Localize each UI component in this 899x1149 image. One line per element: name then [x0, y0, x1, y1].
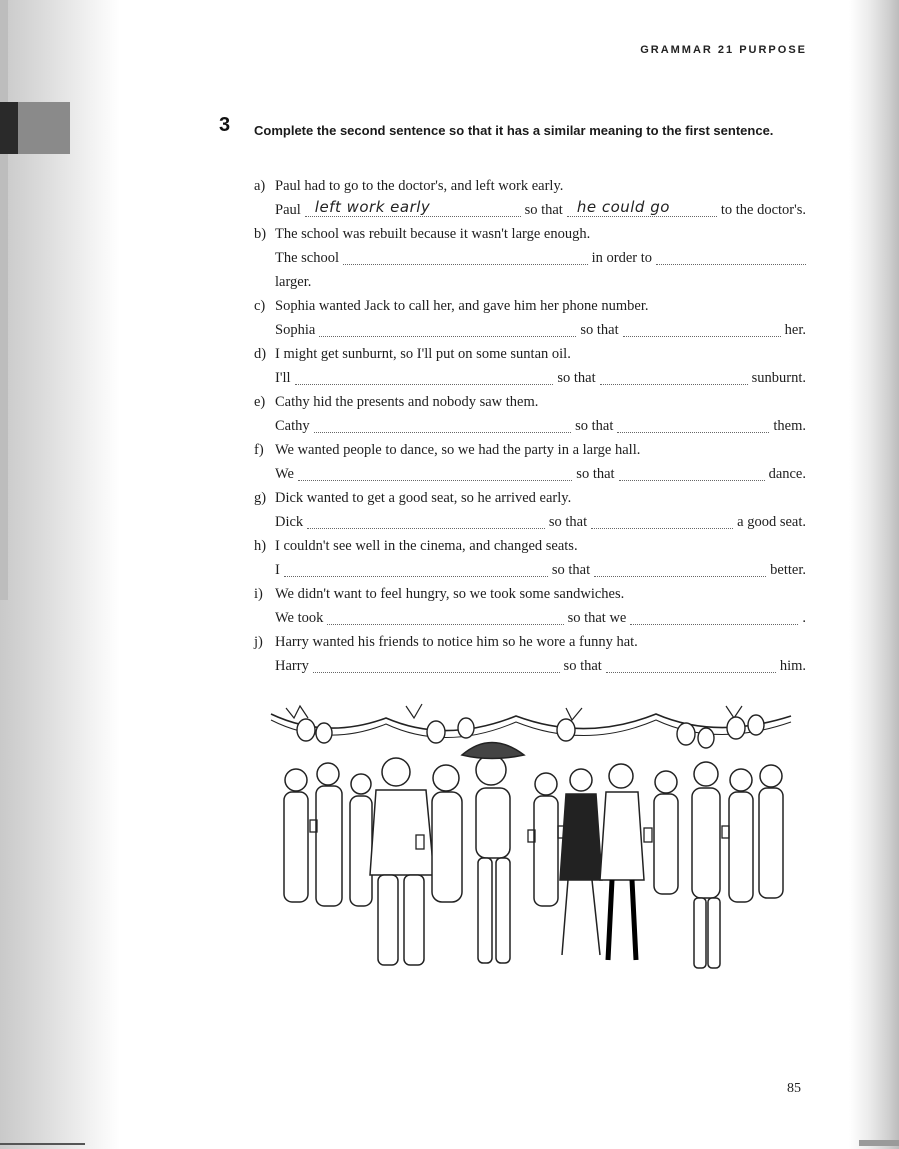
item-end: better.	[770, 562, 806, 578]
answer-blank-2[interactable]	[567, 198, 717, 217]
item-question-text: We didn't want to feel hungry, so we took some sandwiches.	[275, 586, 625, 602]
item-b-answer-line	[275, 246, 806, 270]
item-start: Dick	[275, 514, 304, 530]
item-h-answer-line	[275, 558, 806, 582]
item-question-text: The school was rebuilt because it wasn't large enough.	[275, 226, 591, 242]
answer-blank-2[interactable]	[619, 468, 765, 481]
item-question-text: Paul had to go to the doctor's, and left work early.	[275, 178, 564, 194]
item-start: Harry	[275, 658, 309, 674]
item-g-question	[254, 486, 806, 510]
page-edge-line	[0, 1143, 85, 1145]
item-h-question	[254, 534, 806, 558]
item-end: .	[802, 610, 806, 626]
item-e-answer-line	[275, 414, 806, 438]
item-middle: so that we	[567, 610, 627, 626]
page-left-strip	[0, 0, 8, 600]
item-start: Cathy	[275, 418, 310, 434]
item-f-answer-line	[275, 462, 806, 486]
item-end: them.	[773, 418, 806, 434]
item-middle: so that	[524, 202, 563, 218]
exercise-instruction: Complete the second sentence so that it has a similar meaning to the first sentence.	[254, 123, 774, 138]
page-right-shadow	[849, 0, 899, 1149]
item-b-continuation: larger.	[275, 274, 312, 290]
item-start: Sophia	[275, 322, 316, 338]
item-letter: b)	[254, 226, 267, 242]
answer-blank-2[interactable]	[617, 420, 769, 433]
page-number: 85	[787, 1081, 801, 1096]
item-letter: i)	[254, 586, 263, 602]
answer-blank-2[interactable]	[600, 372, 748, 385]
answer-blank-2[interactable]	[623, 324, 781, 337]
item-i-question	[254, 582, 806, 606]
item-middle: so that	[557, 370, 596, 386]
page-left-shadow	[0, 0, 120, 1149]
item-b-question	[254, 222, 806, 246]
page-right-mark	[859, 1140, 899, 1146]
item-end: her.	[784, 322, 806, 338]
answer-blank-2[interactable]	[591, 516, 733, 529]
exercise-number: 3	[219, 114, 231, 136]
item-end: him.	[779, 658, 806, 674]
chapter-tab-gray	[18, 102, 70, 154]
item-start: I	[275, 562, 280, 578]
answer-blank-2[interactable]	[594, 564, 766, 577]
item-start: Paul	[275, 202, 301, 218]
running-header: GRAMMAR 21 PURPOSE	[640, 44, 807, 56]
item-middle: so that	[576, 466, 615, 482]
item-e-question	[254, 390, 806, 414]
item-end: to the doctor's.	[720, 202, 806, 218]
handwritten-answer: he could go	[576, 198, 670, 216]
item-end: a good seat.	[737, 514, 806, 530]
item-middle: in order to	[591, 250, 652, 266]
item-i-answer-line	[275, 606, 806, 630]
item-letter: f)	[254, 442, 264, 458]
item-j-answer-line	[275, 654, 806, 678]
item-middle: so that	[548, 514, 588, 530]
item-start: We took	[275, 610, 324, 626]
item-letter: a)	[254, 178, 266, 194]
item-a-answer-line	[275, 198, 806, 222]
party-illustration	[266, 700, 798, 985]
answer-blank-1[interactable]	[305, 198, 521, 217]
item-c-question	[254, 294, 806, 318]
handwritten-answer: left work early	[314, 198, 431, 216]
item-d-answer-line	[275, 366, 806, 390]
item-g-answer-line	[275, 510, 806, 534]
answer-blank-1[interactable]	[319, 324, 576, 337]
exercise-items	[254, 174, 806, 678]
item-question-text: Dick wanted to get a good seat, so he arrived early.	[275, 490, 572, 506]
item-f-question	[254, 438, 806, 462]
item-letter: d)	[254, 346, 267, 362]
answer-blank-1[interactable]	[343, 252, 588, 265]
item-end: dance.	[768, 466, 806, 482]
answer-blank-1[interactable]	[298, 468, 572, 481]
item-middle: so that	[580, 322, 619, 338]
item-d-question	[254, 342, 806, 366]
answer-blank-1[interactable]	[295, 372, 554, 385]
item-a-question	[254, 174, 806, 198]
chapter-tab-dark	[0, 102, 18, 154]
answer-blank-1[interactable]	[327, 612, 563, 625]
answer-blank-2[interactable]	[656, 252, 806, 265]
answer-blank-1[interactable]	[313, 660, 560, 673]
answer-blank-2[interactable]	[606, 660, 776, 673]
item-c-answer-line	[275, 318, 806, 342]
item-letter: g)	[254, 490, 267, 506]
item-letter: j)	[254, 634, 263, 650]
answer-blank-1[interactable]	[307, 516, 545, 529]
item-middle: so that	[563, 658, 602, 674]
item-middle: so that	[575, 418, 614, 434]
answer-blank-2[interactable]	[630, 612, 798, 625]
item-letter: e)	[254, 394, 266, 410]
item-start: The school	[275, 250, 340, 266]
crowd-figures	[284, 743, 783, 969]
item-question-text: I might get sunburnt, so I'll put on some suntan oil.	[275, 346, 571, 362]
item-middle: so that	[551, 562, 591, 578]
item-question-text: Sophia wanted Jack to call her, and gave him her phone number.	[275, 298, 649, 314]
item-start: We	[275, 466, 294, 482]
item-question-text: Harry wanted his friends to notice him so he wore a funny hat.	[275, 634, 638, 650]
item-letter: h)	[254, 538, 267, 554]
answer-blank-1[interactable]	[284, 564, 548, 577]
item-question-text: Cathy hid the presents and nobody saw them.	[275, 394, 539, 410]
answer-blank-1[interactable]	[314, 420, 571, 433]
item-end: sunburnt.	[751, 370, 806, 386]
item-question-text: I couldn't see well in the cinema, and changed seats.	[275, 538, 578, 554]
balloons	[297, 715, 764, 748]
item-start: I'll	[275, 370, 291, 386]
item-question-text: We wanted people to dance, so we had the party in a large hall.	[275, 442, 641, 458]
item-letter: c)	[254, 298, 266, 314]
item-j-question	[254, 630, 806, 654]
